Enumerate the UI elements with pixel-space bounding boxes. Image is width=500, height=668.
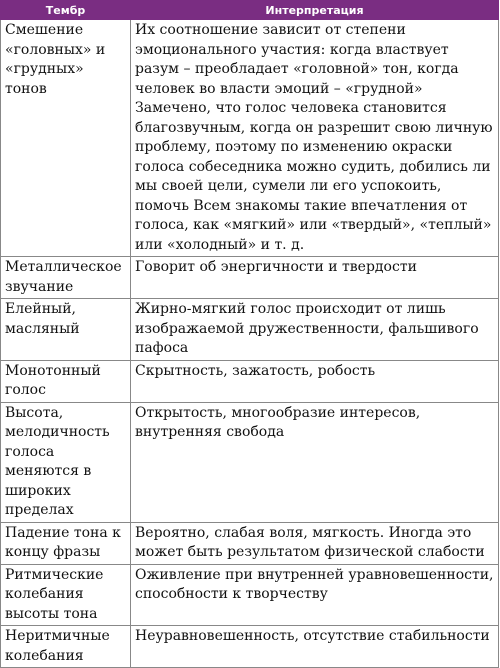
table-row (1, 299, 499, 361)
interpretation-text: Их соотношение зависит от степени эмоционального участия: когда властвует разум – преобладает «головной» тон, когда человек во власти эмоций – «грудной» Замечено, что голос человека становится благозвучным, когда он разрешит свою личную проблему, поэтому по изменению окраски голоса собеседника можно судить, добились ли мы своей цели, сумели ли его успокоить, помочь Всем знакомы такие впечатления от голоса, как «мягкий» или «твердый», «теплый» или «холодный» и т. д. (135, 22, 493, 253)
timbre-cell (1, 20, 131, 257)
interpretation-cell (131, 360, 499, 402)
interpretation-cell (131, 626, 499, 668)
interpretation-cell (131, 20, 499, 257)
interpretation-text: Говорит об энергичности и твердости (135, 259, 417, 275)
table-row (1, 360, 499, 402)
timbre-text: Металлическое звучание (5, 259, 122, 295)
timbre-cell (1, 257, 131, 299)
timbre-cell (1, 402, 131, 522)
interpretation-cell (131, 257, 499, 299)
timbre-text: Неритмичные колебания (5, 628, 110, 664)
timbre-cell (1, 564, 131, 626)
timbre-text: Монотонный голос (5, 362, 101, 398)
interpretation-text: Неуравновешенность, отсутствие стабильности (135, 628, 490, 644)
timbre-text: Елейный, масляный (5, 301, 80, 337)
table-row (1, 522, 499, 564)
interpretation-text: Скрытность, зажатость, робость (135, 362, 376, 379)
timbre-cell (1, 299, 131, 361)
header-timbre: Тембр (1, 1, 131, 20)
timbre-cell (1, 360, 131, 402)
interpretation-text: Оживление при внутренней уравновешенности, способности к творчеству (135, 566, 494, 602)
interpretation-text: Жирно-мягкий голос происходит от лишь изображаемой дружественности, фальшивого пафоса (135, 301, 479, 356)
table-row (1, 626, 499, 668)
timbre-text: Высота, мелодичность голоса меняются в широких пределах (5, 404, 110, 518)
interpretation-cell (131, 522, 499, 564)
table-header (1, 1, 499, 20)
timbre-text: Смешение «головных» и «грудных» тонов (5, 22, 106, 97)
table-row (1, 402, 499, 522)
interpretation-text: Вероятно, слабая воля, мягкость. Иногда это может быть результатом физической слабости (135, 524, 485, 560)
table-row (1, 257, 499, 299)
table-body (1, 20, 499, 668)
table-row (1, 20, 499, 257)
interpretation-cell (131, 564, 499, 626)
timbre-text: Ритмические колебания высоты тона (5, 566, 104, 622)
timbre-cell (1, 522, 131, 564)
interpretation-text: Открытость, многообразие интересов, внутренняя свобода (135, 404, 421, 440)
interpretation-cell (131, 299, 499, 361)
timbre-cell (1, 626, 131, 668)
timbre-text: Падение тона к концу фразы (5, 524, 121, 560)
table-row (1, 564, 499, 626)
interpretation-cell (131, 402, 499, 522)
header-row (1, 1, 499, 20)
header-interpretation: Интерпретация (131, 1, 499, 20)
